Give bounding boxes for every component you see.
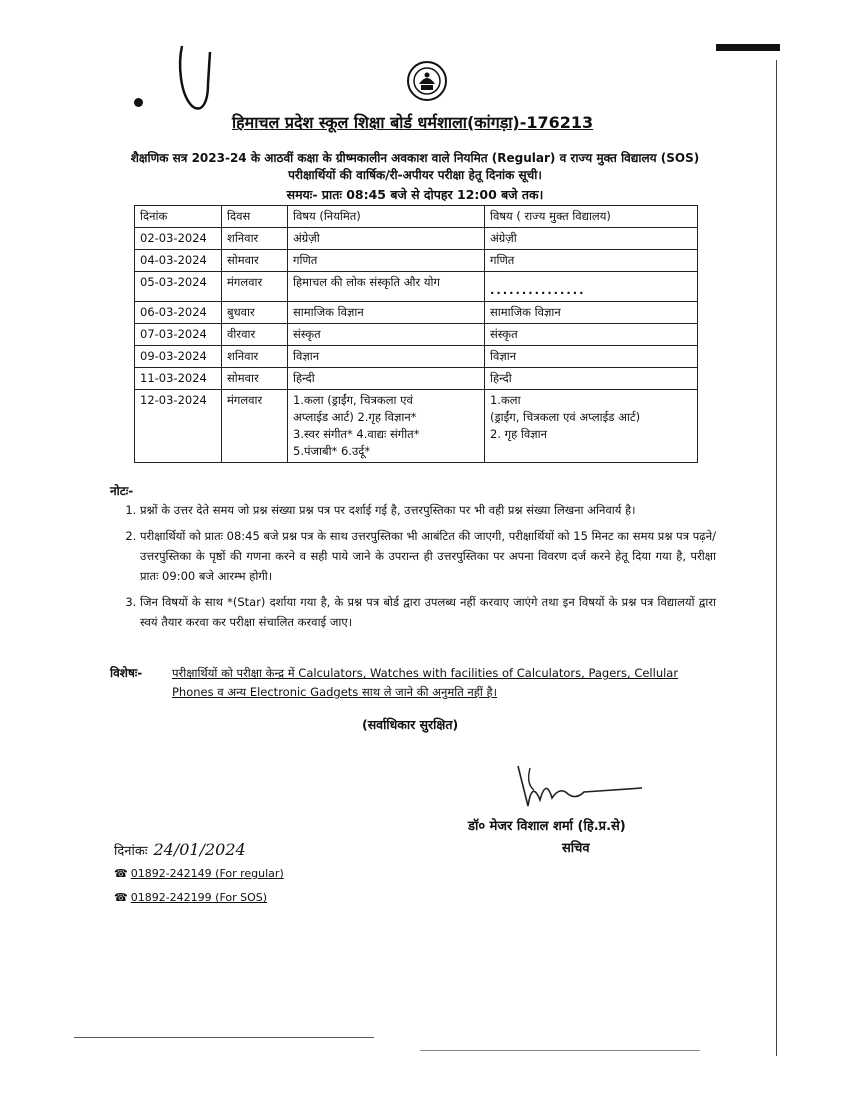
signer-name: डॉ० मेजर विशाल शर्मा (हि.प्र.से) bbox=[468, 819, 626, 834]
cell-date: 07-03-2024 bbox=[135, 324, 222, 346]
phone-regular-number: 01892-242149 (For regular) bbox=[130, 867, 284, 880]
cell-day: सोमवार bbox=[222, 368, 288, 390]
sos-subject-line: (ड्राईंग, चित्रकला एवं अप्लाईड आर्ट) bbox=[490, 410, 641, 424]
cell-sos: अंग्रेज़ी bbox=[485, 228, 698, 250]
table-row bbox=[135, 324, 698, 346]
cell-regular: अंग्रेज़ी bbox=[288, 228, 485, 250]
cell-date: 09-03-2024 bbox=[135, 346, 222, 368]
date-label: दिनांकः bbox=[114, 844, 148, 859]
table-row bbox=[135, 390, 698, 463]
sos-subject-line: 2. गृह विज्ञान bbox=[490, 427, 547, 441]
regular-subject-line: अप्लाईड आर्ट) 2.गृह विज्ञान* bbox=[293, 410, 417, 424]
scan-black-bar bbox=[716, 44, 780, 51]
copyright-text: (सर्वाधिकार सुरक्षित) bbox=[362, 717, 459, 732]
note-item: 3. जिन विषयों के साथ *(Star) दर्शाया गया है, के प्रश्न पत्र बोर्ड द्वारा उपलब्ध नहीं करवाए जाएंगे तथा इन विषयों के प्रश्न पत्र विद्यालयों द्वारा स्वयं तैयार करवा कर परीक्षा संचालित करवाई जाए। bbox=[140, 592, 716, 632]
cell-day: सोमवार bbox=[222, 250, 288, 272]
phone-sos bbox=[114, 891, 267, 904]
table-row bbox=[135, 228, 698, 250]
scan-bottom-line bbox=[74, 1037, 374, 1038]
cell-day: मंगलवार bbox=[222, 272, 288, 302]
cell-regular bbox=[288, 390, 485, 463]
table-row bbox=[135, 346, 698, 368]
cell-sos: सामाजिक विज्ञान bbox=[485, 302, 698, 324]
cell-date: 04-03-2024 bbox=[135, 250, 222, 272]
signer-designation: सचिव bbox=[562, 841, 590, 856]
issue-date bbox=[114, 840, 246, 859]
cell-regular: विज्ञान bbox=[288, 346, 485, 368]
board-seal-icon bbox=[406, 60, 448, 102]
cell-regular: सामाजिक विज्ञान bbox=[288, 302, 485, 324]
cell-date: 12-03-2024 bbox=[135, 390, 222, 463]
cell-day: शनिवार bbox=[222, 228, 288, 250]
notes-label: नोटः- bbox=[110, 484, 134, 498]
notes-list bbox=[126, 500, 716, 638]
table-row bbox=[135, 250, 698, 272]
cell-day: वीरवार bbox=[222, 324, 288, 346]
exam-time: समयः- प्रातः 08:45 बजे से दोपहर 12:00 बजे तक। bbox=[286, 187, 544, 202]
special-instruction: परीक्षार्थियों को परीक्षा केन्द्र में Calculators, Watches with facilities of Calculators, Pagers, Cellular Phones व अन्य Electronic Gadgets साथ ले जाने की अनुमति नहीं है। bbox=[172, 666, 679, 699]
table-row bbox=[135, 368, 698, 390]
header-regular-subject: विषय (नियमित) bbox=[288, 206, 485, 228]
header-date: दिनांक bbox=[135, 206, 222, 228]
header-sos-subject: विषय ( राज्य मुक्त विद्यालय) bbox=[485, 206, 698, 228]
table-row bbox=[135, 272, 698, 302]
telephone-icon: ☎ bbox=[114, 867, 128, 880]
cell-sos: संस्कृत bbox=[485, 324, 698, 346]
sos-subject-line: 1.कला bbox=[490, 393, 521, 407]
cell-regular: हिमाचल की लोक संस्कृति और योग bbox=[288, 272, 485, 302]
telephone-icon: ☎ bbox=[114, 891, 128, 904]
phone-sos-number: 01892-242199 (For SOS) bbox=[130, 891, 268, 904]
phone-regular bbox=[114, 867, 284, 880]
regular-subject-line: 5.पंजाबी* 6.उर्दू* bbox=[293, 444, 371, 458]
special-label: विशेषः- bbox=[110, 666, 143, 680]
table-row bbox=[135, 302, 698, 324]
paper-clip-icon bbox=[172, 44, 220, 116]
cell-sos: गणित bbox=[485, 250, 698, 272]
header-day: दिवस bbox=[222, 206, 288, 228]
not-applicable-dots: ............... bbox=[490, 283, 586, 297]
cell-day: बुधवार bbox=[222, 302, 288, 324]
scan-edge-line bbox=[776, 60, 777, 1056]
cell-date: 06-03-2024 bbox=[135, 302, 222, 324]
regular-subject-line: 1.कला (ड्राईंग, चित्रकला एवं bbox=[293, 393, 413, 407]
regular-subject-line: 3.स्वर संगीत* 4.वाद्यः संगीत* bbox=[293, 427, 420, 441]
handwritten-signature-icon bbox=[510, 760, 650, 816]
cell-regular: हिन्दी bbox=[288, 368, 485, 390]
cell-regular: संस्कृत bbox=[288, 324, 485, 346]
scan-bottom-line-2 bbox=[420, 1050, 700, 1051]
cell-date: 02-03-2024 bbox=[135, 228, 222, 250]
cell-date: 11-03-2024 bbox=[135, 368, 222, 390]
scan-punch-dot bbox=[134, 98, 143, 107]
cell-day: मंगलवार bbox=[222, 390, 288, 463]
note-item: 1. प्रश्नों के उत्तर देते समय जो प्रश्न संख्या प्रश्न पत्र पर दर्शाई गई है, उत्तरपुस्तिका पर भी वही प्रश्न संख्या लिखना अनिवार्य है। bbox=[140, 500, 716, 520]
date-sheet-table bbox=[134, 205, 698, 463]
cell-sos bbox=[485, 390, 698, 463]
cell-sos: हिन्दी bbox=[485, 368, 698, 390]
cell-date: 05-03-2024 bbox=[135, 272, 222, 302]
cell-day: शनिवार bbox=[222, 346, 288, 368]
intro-text: शैक्षणिक सत्र 2023-24 के आठवीं कक्षा के ग्रीष्मकालीन अवकाश वाले नियमित (Regular) व राज्य मुक्त विद्यालय (SOS) परीक्षार्थियों की वार्षिक/री-अपीयर परीक्षा हेतू दिनांक सूची। bbox=[130, 151, 700, 182]
cell-regular: गणित bbox=[288, 250, 485, 272]
table-header-row bbox=[135, 206, 698, 228]
page-title: हिमाचल प्रदेश स्कूल शिक्षा बोर्ड धर्मशाला(कांगड़ा)-176213 bbox=[232, 113, 594, 132]
note-item: 2. परीक्षार्थियों को प्रातः 08:45 बजे प्रश्न पत्र के साथ उत्तरपुस्तिका भी आबंटित की जाएगी, परीक्षार्थियों को 15 मिनट का समय प्रश्न पत्र पढ़ने/उत्तरपुस्तिका के पृष्ठों की गणना करने व सही पाये जाने के उपरान्त ही उत्तरपुस्तिका पर अपना विवरण दर्ज करने हेतू दिया गया है, परीक्षा प्रातः 09:00 बजे आरम्भ होगी। bbox=[140, 526, 716, 586]
cell-sos: विज्ञान bbox=[485, 346, 698, 368]
date-value: 24/01/2024 bbox=[153, 840, 246, 859]
cell-sos bbox=[485, 272, 698, 302]
